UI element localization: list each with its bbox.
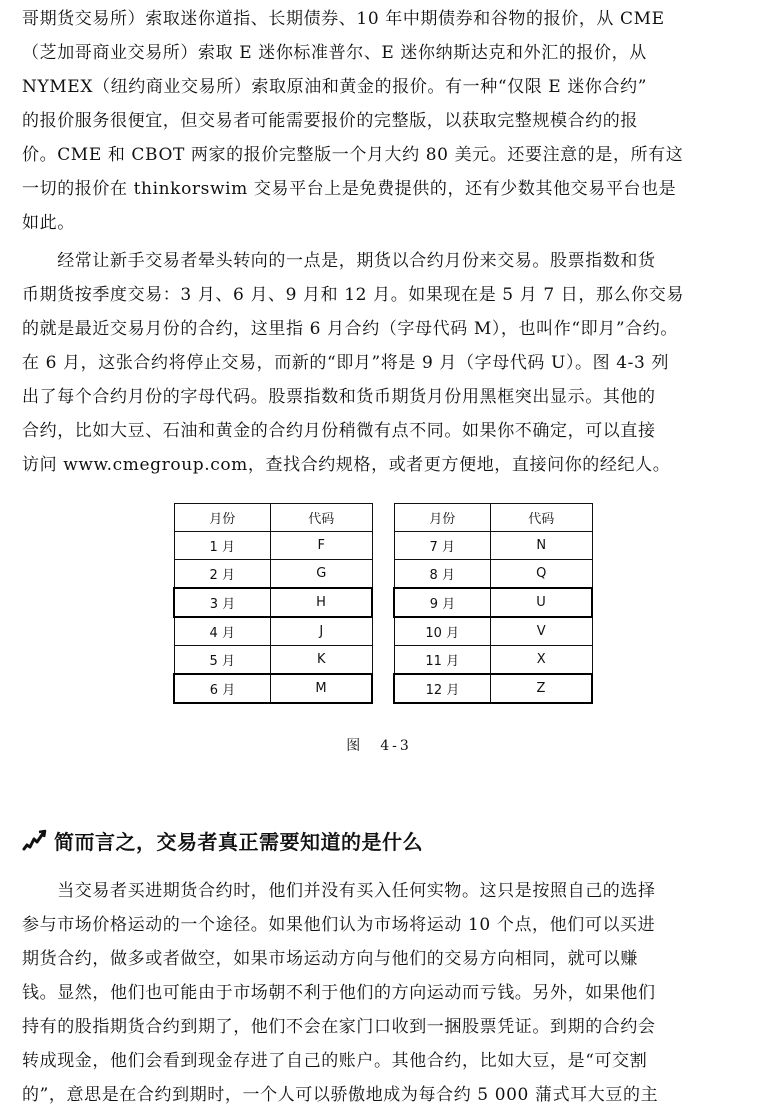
code-cell: U [491, 588, 593, 617]
gap-cell [372, 617, 394, 646]
code-cell: F [271, 532, 373, 560]
text-line: 钱。显然，他们也可能由于市场朝不利于他们的方向运动而亏钱。另外，如果他们 [22, 983, 656, 1003]
text-line: 哥期货交易所）索取迷你道指、长期债券、10 年中期债券和谷物的报价，从 CME [22, 9, 665, 29]
paragraph-contract-months [22, 244, 738, 482]
gap-cell [372, 560, 394, 589]
gap-cell [372, 588, 394, 617]
table-header-row [174, 504, 592, 532]
code-cell: Z [491, 674, 593, 703]
gap-cell [372, 646, 394, 675]
paragraph-quote-services [22, 2, 738, 240]
month-cell: 6 月 [174, 674, 271, 703]
table-row [174, 588, 592, 617]
code-cell: H [271, 588, 373, 617]
text-line: 的”，意思是在合约到期时，一个人可以骄傲地成为每合约 5 000 蒲式耳大豆的主 [22, 1085, 659, 1105]
text-line: 如此。 [22, 213, 75, 233]
month-cell: 5 月 [174, 646, 271, 675]
text-line: （芝加哥商业交易所）索取 E 迷你标准普尔、E 迷你纳斯达克和外汇的报价，从 [22, 43, 647, 63]
code-cell: 代码 [271, 504, 373, 532]
text-line: 访问 www.cmegroup.com，查找合约规格，或者更方便地，直接问你的经纪人。 [22, 455, 671, 475]
code-cell: 代码 [491, 504, 593, 532]
code-cell: V [491, 617, 593, 646]
text-line: 期货合约，做多或者做空，如果市场运动方向与他们的交易方向相同，就可以赚 [22, 949, 638, 969]
table-row [174, 617, 592, 646]
figure-caption: 图 4-3 [346, 738, 412, 754]
month-cell: 3 月 [174, 588, 271, 617]
text-line: 的报价服务很便宜，但交易者可能需要报价的完整版，以获取完整规模合约的报 [22, 111, 638, 131]
gap-cell [372, 504, 394, 532]
text-line: 转成现金，他们会看到现金存进了自己的账户。其他合约，比如大豆，是“可交割 [22, 1051, 648, 1071]
month-cell: 11 月 [394, 646, 491, 675]
text-line: 当交易者买进期货合约时，他们并没有买入任何实物。这只是按照自己的选择 [22, 881, 656, 901]
month-cell: 4 月 [174, 617, 271, 646]
gap-cell [372, 674, 394, 703]
code-cell: X [491, 646, 593, 675]
text-line: 出了每个合约月份的字母代码。股票指数和货币期货月份用黑框突出显示。其他的 [22, 387, 656, 407]
text-line: 经常让新手交易者晕头转向的一点是，期货以合约月份来交易。股票指数和货 [22, 251, 656, 271]
text-line: 在 6 月，这张合约将停止交易，而新的“即月”将是 9 月（字母代码 U）。图 4-3 列 [22, 353, 670, 373]
month-cell: 12 月 [394, 674, 491, 703]
table-row [174, 646, 592, 675]
month-cell: 7 月 [394, 532, 491, 560]
text-line: 币期货按季度交易：3 月、6 月、9 月和 12 月。如果现在是 5 月 7 日，那么你交易 [22, 285, 684, 305]
month-cell: 1 月 [174, 532, 271, 560]
text-line: 参与市场价格运动的一个途径。如果他们认为市场将运动 10 个点，他们可以买进 [22, 915, 656, 935]
text-line: 合约，比如大豆、石油和黄金的合约月份稍微有点不同。如果你不确定，可以直接 [22, 421, 656, 441]
month-cell: 8 月 [394, 560, 491, 589]
month-cell: 月份 [394, 504, 491, 532]
text-line: 价。CME 和 CBOT 两家的报价完整版一个月大约 80 美元。还要注意的是，所有这 [22, 145, 684, 165]
text-line: 的就是最近交易月份的合约，这里指 6 月合约（字母代码 M），也叫作“即月”合约。 [22, 319, 678, 339]
month-cell: 9 月 [394, 588, 491, 617]
month-cell: 月份 [174, 504, 271, 532]
month-code-table-wrapper [173, 503, 593, 704]
section-heading-text: 简而言之，交易者真正需要知道的是什么 [54, 830, 423, 854]
chart-line-icon [22, 829, 48, 853]
code-cell: N [491, 532, 593, 560]
text-line: NYMEX（纽约商业交易所）索取原油和黄金的报价。有一种“仅限 E 迷你合约” [22, 77, 648, 97]
code-cell: K [271, 646, 373, 675]
code-cell: G [271, 560, 373, 589]
code-cell: M [271, 674, 373, 703]
month-cell: 2 月 [174, 560, 271, 589]
text-line: 持有的股指期货合约到期了，他们不会在家门口收到一捆股票凭证。到期的合约会 [22, 1017, 656, 1037]
gap-cell [372, 532, 394, 560]
table-row [174, 560, 592, 589]
table-row [174, 674, 592, 703]
text-line: 一切的报价在 thinkorswim 交易平台上是免费提供的，还有少数其他交易平台也是 [22, 179, 677, 199]
code-cell: Q [491, 560, 593, 589]
month-cell: 10 月 [394, 617, 491, 646]
section-heading [22, 826, 423, 855]
code-cell: J [271, 617, 373, 646]
table-row [174, 532, 592, 560]
month-code-table [173, 503, 593, 704]
paragraph-in-short [22, 874, 738, 1112]
